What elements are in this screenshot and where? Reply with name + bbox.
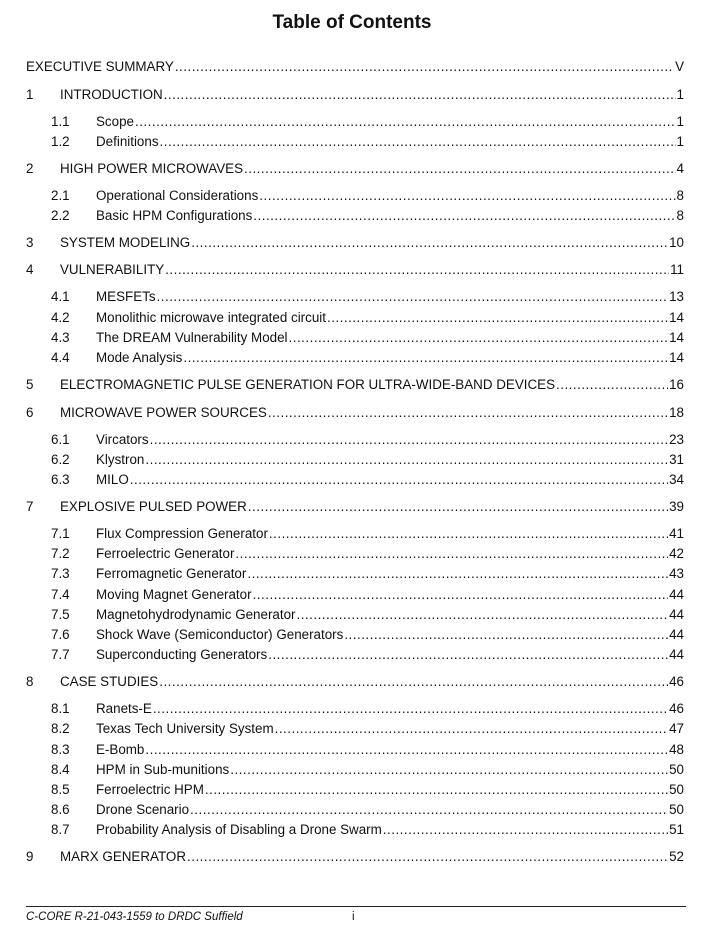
toc-entry-page[interactable]: 50 — [669, 781, 684, 797]
toc-entry-line — [60, 673, 684, 691]
toc-entry-number: 4.2 — [51, 309, 70, 325]
toc-entry[interactable] — [26, 288, 684, 306]
toc-entry-line — [96, 451, 684, 469]
toc-entry-line — [96, 626, 684, 644]
toc-entry-number: 2 — [26, 160, 34, 176]
toc-entry-line — [96, 565, 684, 583]
toc-entry-page[interactable]: 43 — [669, 566, 684, 582]
toc-entry-line — [96, 545, 684, 563]
toc-entry-line — [96, 741, 684, 759]
toc-entry-number: 6 — [26, 404, 34, 420]
toc-entry-label[interactable]: MESFETs — [96, 289, 156, 305]
toc-entry-page[interactable]: 52 — [669, 849, 684, 865]
dot-leader — [253, 207, 675, 225]
toc-entry-page[interactable]: 8 — [676, 187, 684, 203]
toc-entry-page[interactable]: 44 — [669, 606, 684, 622]
toc-entry[interactable] — [26, 207, 684, 225]
toc-entry-label[interactable]: E-Bomb — [96, 741, 145, 757]
dot-leader — [153, 700, 668, 718]
toc-entry-page[interactable]: 46 — [669, 701, 684, 717]
toc-entry-number: 8.5 — [51, 781, 70, 797]
toc-entry-label[interactable]: Flux Compression Generator — [96, 525, 268, 541]
toc-entry[interactable] — [26, 86, 684, 104]
toc-entry-line — [96, 606, 684, 624]
toc-entry-label[interactable]: Basic HPM Configurations — [96, 207, 253, 223]
toc-entry-page[interactable]: 11 — [670, 262, 684, 278]
toc-entry-number: 4.3 — [51, 329, 70, 345]
toc-entry-number: 8.7 — [51, 822, 70, 838]
footer-divider — [26, 906, 686, 907]
dot-leader — [183, 349, 668, 367]
dot-leader — [157, 288, 669, 306]
toc-entry[interactable] — [26, 133, 684, 151]
toc-entry-page[interactable]: 46 — [669, 674, 684, 690]
toc-entry[interactable] — [26, 431, 684, 449]
toc-entry[interactable] — [26, 261, 684, 279]
toc-entry-number: 4 — [26, 262, 34, 278]
toc-entry-label[interactable]: Operational Considerations — [96, 187, 259, 203]
toc-entry-label[interactable]: Vircators — [96, 431, 149, 447]
dot-leader — [159, 673, 668, 691]
toc-entry-line — [96, 288, 684, 306]
toc-entry[interactable] — [26, 113, 684, 131]
toc-entry[interactable] — [26, 349, 684, 367]
toc-entry-line — [96, 586, 684, 604]
toc-entry-page[interactable]: 39 — [669, 498, 684, 514]
toc-entry-line — [96, 700, 684, 718]
toc-entry[interactable] — [26, 498, 684, 516]
toc-entry[interactable] — [26, 234, 684, 252]
toc-entry-line — [96, 646, 684, 664]
dot-leader — [259, 187, 675, 205]
toc-entry-page[interactable]: 16 — [669, 377, 684, 392]
toc-entry-page[interactable]: V — [675, 59, 684, 74]
toc-entry-line — [60, 376, 684, 394]
toc-entry-number: 8.1 — [51, 701, 70, 717]
toc-entry[interactable] — [26, 761, 684, 779]
toc-entry-label[interactable]: Texas Tech University System — [96, 721, 274, 737]
toc-entry-line — [96, 133, 684, 151]
toc-entry-number: 4.4 — [51, 350, 70, 365]
dot-leader — [145, 451, 668, 469]
toc-entry[interactable] — [26, 309, 684, 327]
toc-entry[interactable] — [26, 565, 684, 583]
toc-entry-page[interactable]: 48 — [669, 741, 684, 757]
toc-entry-label[interactable]: Superconducting Generators — [96, 647, 268, 663]
toc-entry[interactable] — [26, 606, 684, 624]
toc-entry[interactable] — [26, 545, 684, 563]
footer-page-number: i — [352, 911, 355, 923]
toc-entry-label[interactable]: Magnetohydrodynamic Generator — [96, 606, 296, 622]
dot-leader — [187, 848, 668, 866]
toc-entry-label[interactable]: Ferromagnetic Generator — [96, 566, 247, 582]
toc-entry[interactable] — [26, 848, 684, 866]
toc-entry-line — [60, 234, 684, 252]
dot-leader — [130, 471, 668, 489]
dot-leader — [253, 586, 669, 604]
toc-entry[interactable] — [26, 471, 684, 489]
dot-leader — [164, 86, 676, 104]
dot-leader — [175, 58, 674, 76]
toc-entry-line — [96, 187, 684, 205]
toc-entry-label[interactable]: ELECTROMAGNETIC PULSE GENERATION FOR ULTRA-WIDE-BAND DEVICES — [60, 377, 556, 392]
toc-entry-line — [96, 761, 684, 779]
toc-entry[interactable] — [26, 673, 684, 691]
toc-entry-label[interactable]: Ferroelectric Generator — [96, 546, 235, 562]
toc-entry[interactable] — [26, 451, 684, 469]
toc-entry-number: 7.2 — [51, 546, 70, 562]
toc-entry-page[interactable]: 14 — [669, 309, 684, 325]
toc-entry-label[interactable]: HPM in Sub-munitions — [96, 761, 230, 777]
toc-entry-line — [96, 431, 684, 449]
dot-leader — [150, 431, 669, 449]
toc-entry-number: 7.5 — [51, 606, 70, 622]
toc-entry-page[interactable]: 14 — [669, 329, 684, 345]
dot-leader — [165, 261, 669, 279]
toc-entry-page[interactable]: 44 — [669, 647, 684, 663]
toc-entry-page[interactable]: 10 — [669, 234, 684, 250]
toc-entry-label[interactable]: MARX GENERATOR — [60, 849, 186, 865]
toc-entry-number: 6.2 — [51, 451, 70, 467]
toc-entry-line — [60, 404, 684, 422]
toc-entry[interactable] — [26, 801, 684, 819]
toc-entry-number: 7.7 — [51, 647, 70, 663]
toc-entry-page[interactable]: 44 — [669, 626, 684, 642]
toc-entry-number: 6.3 — [51, 471, 70, 487]
dot-leader — [383, 821, 668, 839]
toc-entry-line — [96, 720, 684, 738]
toc-entry-label[interactable]: Drone Scenario — [96, 802, 190, 818]
toc-entry-page[interactable]: 34 — [669, 471, 684, 487]
toc-entry-label[interactable]: Shock Wave (Semiconductor) Generators — [96, 626, 344, 642]
toc-entry-line — [96, 471, 684, 489]
dot-leader — [344, 626, 668, 644]
toc-entry-page[interactable]: 1 — [676, 86, 684, 102]
toc-entry-page[interactable]: 1 — [676, 133, 684, 149]
toc-entry-page[interactable]: 44 — [669, 586, 684, 602]
toc-entry-label[interactable]: Ferroelectric HPM — [96, 781, 204, 797]
toc-entry[interactable] — [26, 376, 684, 394]
dot-leader — [244, 160, 676, 178]
toc-entry[interactable] — [26, 58, 684, 76]
toc-entry-line — [96, 113, 684, 131]
toc-entry-number: 7.3 — [51, 566, 70, 582]
footer-document-id: C-CORE R-21-043-1559 to DRDC Suffield — [26, 911, 243, 923]
dot-leader — [268, 404, 668, 422]
toc-entry[interactable] — [26, 821, 684, 839]
dot-leader — [191, 234, 668, 252]
toc-entry-label[interactable]: MICROWAVE POWER SOURCES — [60, 404, 267, 420]
dot-leader — [556, 376, 668, 394]
toc-entry[interactable] — [26, 781, 684, 799]
toc-entry-page[interactable]: 51 — [669, 822, 684, 838]
toc-entry-page[interactable]: 8 — [676, 207, 684, 223]
toc-entry-number: 8.6 — [51, 802, 70, 818]
dot-leader — [205, 781, 668, 799]
toc-entry-number: 1 — [26, 86, 34, 102]
toc-entry-number: 6.1 — [51, 431, 70, 447]
dot-leader — [268, 646, 668, 664]
toc-entry-line — [96, 821, 684, 839]
toc-entry-number: 8.2 — [51, 721, 70, 737]
toc-entry-label[interactable]: EXPLOSIVE PULSED POWER — [60, 498, 247, 514]
toc-entry-number: 7 — [26, 498, 34, 514]
toc-entry-line — [26, 58, 684, 76]
toc-entry-page[interactable]: 50 — [669, 802, 684, 818]
toc-entry-label[interactable]: Mode Analysis — [96, 350, 183, 365]
toc-entry-label[interactable]: Ranets-E — [96, 701, 152, 717]
toc-entry-label[interactable]: EXECUTIVE SUMMARY — [26, 59, 174, 74]
toc-entry[interactable] — [26, 646, 684, 664]
toc-entry-line — [60, 86, 684, 104]
toc-entry-number: 4.1 — [51, 289, 70, 305]
dot-leader — [327, 309, 668, 327]
toc-entry-number: 7.6 — [51, 626, 70, 642]
toc-entry-number: 8 — [26, 674, 34, 690]
toc-entry-page[interactable]: 13 — [669, 289, 684, 305]
dot-leader — [160, 133, 676, 151]
toc-entry-number: 8.3 — [51, 741, 70, 757]
toc-entry-label[interactable]: HIGH POWER MICROWAVES — [60, 160, 244, 176]
toc-entry-page[interactable]: 47 — [669, 721, 684, 737]
toc-entry[interactable] — [26, 329, 684, 347]
dot-leader — [269, 525, 668, 543]
toc-entry-number: 7.1 — [51, 525, 70, 541]
toc-entry-label[interactable]: Scope — [96, 113, 134, 129]
toc-entry-line — [96, 207, 684, 225]
toc-entry-number: 2.1 — [51, 187, 70, 203]
dot-leader — [289, 329, 669, 347]
dot-leader — [235, 545, 668, 563]
dot-leader — [230, 761, 668, 779]
toc-entry-page[interactable]: 41 — [669, 525, 684, 541]
toc-entry-line — [96, 801, 684, 819]
toc-entry-number: 1.2 — [51, 133, 70, 149]
toc-entry[interactable] — [26, 720, 684, 738]
toc-entry-line — [96, 309, 684, 327]
toc-entry-page[interactable]: 14 — [669, 350, 684, 365]
toc-entry-page[interactable]: 31 — [669, 451, 684, 467]
toc-entry[interactable] — [26, 700, 684, 718]
toc-entry-line — [96, 349, 684, 367]
toc-entry-line — [60, 261, 684, 279]
toc-entry-page[interactable]: 50 — [669, 761, 684, 777]
toc-entry-line — [60, 498, 684, 516]
toc-entry-label[interactable]: MILO — [96, 471, 129, 487]
toc-entry-number: 9 — [26, 849, 34, 865]
toc-entry[interactable] — [26, 160, 684, 178]
dot-leader — [145, 741, 668, 759]
toc-entry[interactable] — [26, 187, 684, 205]
toc-entry-number: 8.4 — [51, 761, 70, 777]
toc-entry-label[interactable]: Definitions — [96, 133, 159, 149]
dot-leader — [248, 498, 668, 516]
toc-entry-page[interactable]: 4 — [676, 160, 684, 176]
toc-entry-page[interactable]: 42 — [669, 546, 684, 562]
toc-entry-label[interactable]: Probability Analysis of Disabling a Drone Swarm — [96, 822, 382, 838]
toc-entry-line — [60, 160, 684, 178]
toc-entry[interactable] — [26, 404, 684, 422]
dot-leader — [275, 720, 668, 738]
toc-entry-line — [60, 848, 684, 866]
toc-entry[interactable] — [26, 741, 684, 759]
toc-entry-number: 5 — [26, 377, 34, 392]
toc-entry[interactable] — [26, 586, 684, 604]
toc-entry-line — [96, 525, 684, 543]
toc-entry[interactable] — [26, 626, 684, 644]
toc-entry-number: 2.2 — [51, 207, 70, 223]
toc-entry-page[interactable]: 23 — [669, 431, 684, 447]
toc-entry-number: 1.1 — [51, 113, 70, 129]
toc-entry-number: 3 — [26, 234, 34, 250]
toc-entry-page[interactable]: 18 — [669, 404, 684, 420]
dot-leader — [247, 565, 668, 583]
toc-entry-number: 7.4 — [51, 586, 70, 602]
toc-entry-label[interactable]: Moving Magnet Generator — [96, 586, 252, 602]
toc-entry-line — [96, 329, 684, 347]
dot-leader — [135, 113, 676, 131]
toc-entry-page[interactable]: 1 — [676, 113, 684, 129]
toc-entry-label[interactable]: Monolithic microwave integrated circuit — [96, 309, 326, 325]
toc-entry-label[interactable]: INTRODUCTION — [60, 86, 163, 102]
toc-entry-label[interactable]: CASE STUDIES — [60, 674, 159, 690]
toc-entry[interactable] — [26, 525, 684, 543]
dot-leader — [190, 801, 668, 819]
toc-entry-label[interactable]: VULNERABILITY — [60, 262, 165, 278]
toc-entry-label[interactable]: Klystron — [96, 451, 145, 467]
dot-leader — [296, 606, 668, 624]
page-title: Table of Contents — [272, 12, 432, 33]
toc-entry-label[interactable]: SYSTEM MODELING — [60, 234, 191, 250]
toc-entry-line — [96, 781, 684, 799]
toc-entry-label[interactable]: The DREAM Vulnerability Model — [96, 329, 288, 345]
